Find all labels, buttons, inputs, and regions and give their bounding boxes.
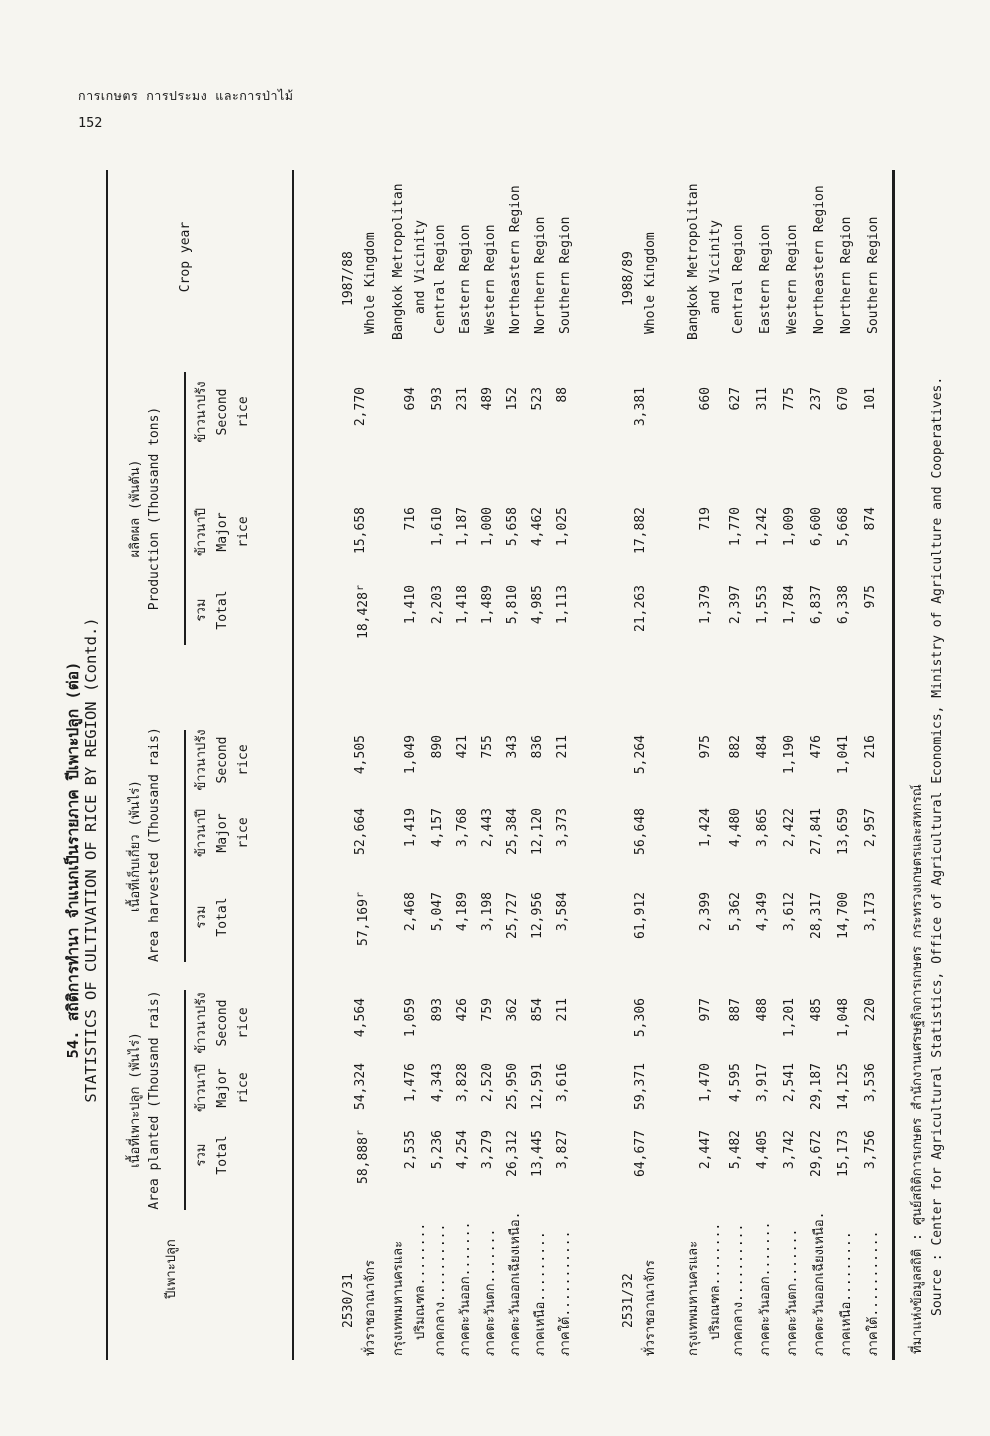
cell-value: 670	[836, 387, 851, 411]
row-label-en	[455, 168, 477, 340]
cell-value: 893	[430, 998, 445, 1022]
cell-value: 3,536	[863, 1063, 878, 1103]
cell-value: 14,125	[836, 1063, 851, 1110]
cell-value: 152	[505, 387, 520, 411]
cell-value: 2,203	[430, 585, 445, 625]
cell-value: 716	[403, 507, 418, 531]
cell-value: 2,397	[728, 585, 743, 625]
table-row	[388, 170, 432, 1360]
row-label-en-line: Northern Region	[533, 216, 548, 334]
cell-value: 476	[809, 735, 824, 759]
group-underline	[184, 730, 186, 962]
subcol-header-th: ข้าวนาปี	[194, 809, 209, 857]
group-header-th: เนื้อที่เพาะปลูก (พันไร่)	[128, 1032, 143, 1168]
cell-value: 5,306	[633, 998, 648, 1038]
cell-value: 28,317	[809, 892, 824, 939]
row-label-th-line: ภาคตะวันออกเฉียงเหนือ.	[508, 1211, 523, 1356]
row-label-en	[505, 168, 527, 340]
cell-value: 1,770	[728, 507, 743, 547]
row-label-en-line: Central Region	[433, 224, 448, 334]
row-label-th-line: กรุงเทพมหานครและ	[391, 1240, 406, 1356]
cell-value: 362	[505, 998, 520, 1022]
cell-value: 3,827	[555, 1130, 570, 1170]
cell-value: 3,612	[782, 892, 797, 932]
row-label-en	[728, 168, 750, 340]
cell-value: 975	[863, 585, 878, 609]
row-label-th-line: ปริมณฑล........	[413, 1222, 428, 1340]
cell-value: 59,371	[633, 1063, 648, 1110]
cell-value: 977	[698, 998, 713, 1022]
subcol-header-th: รวม	[194, 1143, 209, 1167]
cell-value: 5,668	[836, 507, 851, 547]
cell-value: 426	[455, 998, 470, 1022]
group-underline	[184, 372, 186, 645]
cell-value: 421	[455, 735, 470, 759]
table-row	[834, 170, 859, 1360]
cell-value: 1,201	[782, 998, 797, 1038]
row-label-th-line: ภาคใต้...........	[558, 1230, 573, 1356]
table-row	[807, 170, 832, 1360]
table-row	[553, 170, 578, 1360]
subcol-header-en: Major	[215, 1068, 230, 1108]
subcol-header-th: ข้าวนาปี	[194, 1064, 209, 1112]
cell-value: 759	[480, 998, 495, 1022]
cell-value: 3,756	[863, 1130, 878, 1170]
subcol-header-en: rice	[236, 396, 251, 428]
cell-value: 1,470	[698, 1063, 713, 1103]
cell-value: 3,584	[555, 892, 570, 932]
table-row	[478, 170, 503, 1360]
cell-value: 18,428$^r$	[355, 585, 371, 639]
cell-value: 4,462	[530, 507, 545, 547]
subcol-header-en: Total	[215, 897, 230, 937]
source-line-th: ที่มาแห่งข้อมูลสถิติ : ศูนย์สถิติการเกษตร สำนักงานเศรษฐกิจการเกษตร กระทรวงเกษตรและสหกรณ์	[910, 784, 925, 1354]
cell-value: 484	[755, 735, 770, 759]
row-label-en-line: Bangkok Metropolitan	[686, 183, 701, 340]
cell-value: 1,242	[755, 507, 770, 547]
crop-year-header: Crop year	[178, 221, 193, 293]
row-label-th-line: ภาคเหนือ.........	[839, 1231, 854, 1356]
cell-value: 2,520	[480, 1063, 495, 1103]
row-label-en-line: and Vicinity	[413, 220, 428, 314]
table-row	[861, 170, 886, 1360]
cell-value: 2,447	[698, 1130, 713, 1170]
subcol-header-en: Second	[215, 736, 230, 784]
row-label-th-line: ภาคใต้...........	[866, 1230, 881, 1356]
cell-value: 3,381	[633, 387, 648, 427]
group-underline	[184, 990, 186, 1210]
group-header-th: ผลิตผล (พันตัน)	[128, 459, 143, 558]
cell-value: 627	[728, 387, 743, 411]
cell-value: 882	[728, 735, 743, 759]
row-label-en	[530, 168, 552, 340]
cell-value: 3,917	[755, 1063, 770, 1103]
cell-value: 4,480	[728, 808, 743, 848]
subcol-header-en: rice	[236, 516, 251, 548]
cell-value: 2,422	[782, 808, 797, 848]
cell-value: 6,338	[836, 585, 851, 625]
cell-value: 1,049	[403, 735, 418, 775]
row-label-th-line: ภาคกลาง..........	[433, 1223, 448, 1356]
group-header-en: Area harvested (Thousand rais)	[147, 727, 162, 962]
table-row	[726, 170, 751, 1360]
cell-value: 61,912	[633, 892, 648, 939]
cell-value: 21,263	[633, 585, 648, 632]
cell-value: 3,279	[480, 1130, 495, 1170]
subcol-header-en: Total	[215, 590, 230, 630]
cell-value: 17,882	[633, 507, 648, 554]
cell-value: 58,888$^r$	[355, 1130, 371, 1184]
row-label-th-line: ทั่วราชอาณาจักร	[643, 1260, 658, 1356]
cell-value: 1,000	[480, 507, 495, 547]
cell-value: 4,349	[755, 892, 770, 932]
cell-value: 4,564	[353, 998, 368, 1038]
cell-value: 2,399	[698, 892, 713, 932]
rule-header-bottom	[292, 170, 294, 1360]
cell-value: 660	[698, 387, 713, 411]
row-label-en-line: Whole Kingdom	[363, 232, 378, 334]
cell-value: 3,173	[863, 892, 878, 932]
subcol-header-th: ข้าวนาปี	[194, 508, 209, 556]
cell-value: 14,700	[836, 892, 851, 939]
cell-value: 237	[809, 387, 824, 411]
cell-value: 88	[555, 387, 570, 403]
cell-value: 1,410	[403, 585, 418, 625]
cell-value: 890	[430, 735, 445, 759]
cell-value: 1,041	[836, 735, 851, 775]
cell-value: 719	[698, 507, 713, 531]
group-header-en: Area planted (Thousand rais)	[147, 990, 162, 1210]
row-label-th-line: ปริมณฑล........	[708, 1222, 723, 1340]
cell-value: 4,595	[728, 1063, 743, 1103]
row-label-en-line: Western Region	[785, 224, 800, 334]
cell-value: 52,664	[353, 808, 368, 855]
cell-value: 25,950	[505, 1063, 520, 1110]
cell-value: 26,312	[505, 1130, 520, 1177]
cell-value: 1,059	[403, 998, 418, 1038]
cell-value: 3,865	[755, 808, 770, 848]
cell-value: 2,443	[480, 808, 495, 848]
cell-value: 593	[430, 387, 445, 411]
cell-value: 27,841	[809, 808, 824, 855]
rule-top	[106, 170, 108, 1360]
cell-value: 1,379	[698, 585, 713, 625]
row-label-th-line: ภาคเหนือ.........	[533, 1231, 548, 1356]
row-label-th-line: ภาคตะวันตก.......	[483, 1228, 498, 1356]
cell-value: 1,553	[755, 585, 770, 625]
row-label-th-line: ภาคตะวันตก.......	[785, 1228, 800, 1356]
revision-mark: r	[355, 892, 366, 899]
cell-value: 5,047	[430, 892, 445, 932]
table-row	[528, 170, 553, 1360]
row-label-th-line: ทั่วราชอาณาจักร	[363, 1260, 378, 1356]
row-label-en-line: Bangkok Metropolitan	[391, 183, 406, 340]
subcol-header	[191, 477, 254, 587]
table-row	[683, 170, 727, 1360]
row-label-en	[683, 168, 727, 340]
row-label-th-line: 2530/31	[341, 1273, 356, 1328]
row-label-en-line: Western Region	[483, 224, 498, 334]
cell-value: 12,591	[530, 1063, 545, 1110]
cell-value: 29,187	[809, 1063, 824, 1110]
table-row	[618, 170, 666, 1360]
cell-value: 216	[863, 735, 878, 759]
cell-value: 231	[455, 387, 470, 411]
cell-value: 5,236	[430, 1130, 445, 1170]
cell-value: 2,468	[403, 892, 418, 932]
cell-value: 887	[728, 998, 743, 1022]
cell-value: 1,113	[555, 585, 570, 625]
cell-value: 4,189	[455, 892, 470, 932]
cell-value: 523	[530, 387, 545, 411]
cell-value: 1,025	[555, 507, 570, 547]
row-label-th-line: กรุงเทพมหานครและ	[686, 1240, 701, 1356]
cell-value: 4,254	[455, 1130, 470, 1170]
row-label-th-line: ภาคตะวันออก.......	[458, 1221, 473, 1356]
row-label-en	[338, 168, 382, 340]
cell-value: 5,482	[728, 1130, 743, 1170]
cell-value: 311	[755, 387, 770, 411]
cell-value: 5,362	[728, 892, 743, 932]
subcol-header-en: Second	[215, 388, 230, 436]
cell-value: 485	[809, 998, 824, 1022]
row-label-en	[388, 168, 432, 340]
cell-value: 5,658	[505, 507, 520, 547]
cell-value: 1,610	[430, 507, 445, 547]
row-label-en	[863, 168, 885, 340]
row-label-en-line: 1988/89	[621, 251, 636, 306]
subcol-header-th: รวม	[194, 598, 209, 622]
cell-value: 211	[555, 998, 570, 1022]
cell-value: 4,985	[530, 585, 545, 625]
cell-value: 29,672	[809, 1130, 824, 1177]
row-label-en-line: Northeastern Region	[508, 185, 523, 334]
row-label-en-line: Eastern Region	[758, 224, 773, 334]
cell-value: 5,810	[505, 585, 520, 625]
cell-value: 101	[863, 387, 878, 411]
subcol-header-th: รวม	[194, 905, 209, 929]
cell-value: 12,120	[530, 808, 545, 855]
cell-value: 54,324	[353, 1063, 368, 1110]
cell-value: 1,489	[480, 585, 495, 625]
cell-value: 489	[480, 387, 495, 411]
cell-value: 1,476	[403, 1063, 418, 1103]
table-row	[453, 170, 478, 1360]
cell-value: 1,190	[782, 735, 797, 775]
cell-value: 343	[505, 735, 520, 759]
cell-value: 5,264	[633, 735, 648, 775]
table-row	[753, 170, 778, 1360]
cell-value: 755	[480, 735, 495, 759]
cell-value: 775	[782, 387, 797, 411]
cell-value: 874	[863, 507, 878, 531]
cell-value: 2,957	[863, 808, 878, 848]
cell-value: 13,445	[530, 1130, 545, 1177]
table-row	[428, 170, 453, 1360]
stub-header-th: ปีเพาะปลูก	[164, 1239, 179, 1299]
subcol-header-en: Major	[215, 813, 230, 853]
cell-value: 1,418	[455, 585, 470, 625]
subcol-header-th: ข้าวนาปรัง	[194, 729, 209, 791]
cell-value: 854	[530, 998, 545, 1022]
cell-value: 3,742	[782, 1130, 797, 1170]
cell-value: 3,373	[555, 808, 570, 848]
table-title-th: 54. สถิติการทำนา จำแนกเป็นรายภาค ปีเพาะปลูก (ต่อ)	[64, 661, 82, 1059]
row-label-en-line: Northern Region	[839, 216, 854, 334]
group-header-th: เนื้อที่เก็บเกี่ยว (พันไร่)	[128, 780, 143, 912]
cell-value: 3,616	[555, 1063, 570, 1103]
cell-value: 975	[698, 735, 713, 759]
cell-value: 2,541	[782, 1063, 797, 1103]
table-row	[780, 170, 805, 1360]
cell-value: 64,677	[633, 1130, 648, 1177]
row-label-th-line: ภาคกลาง..........	[731, 1223, 746, 1356]
cell-value: 488	[755, 998, 770, 1022]
row-label-en-line: Eastern Region	[458, 224, 473, 334]
cell-value: 6,600	[809, 507, 824, 547]
row-label-en	[836, 168, 858, 340]
cell-value: 4,505	[353, 735, 368, 775]
subcol-header-en: rice	[236, 1007, 251, 1039]
page-number: 152	[78, 115, 103, 131]
revision-mark: r	[355, 1130, 366, 1137]
row-label-en	[618, 168, 662, 340]
cell-value: 694	[403, 387, 418, 411]
row-label-en-line: Northeastern Region	[812, 185, 827, 334]
row-label-th-line: ภาคตะวันออก.......	[758, 1221, 773, 1356]
row-label-en-line: Southern Region	[558, 216, 573, 334]
subcol-header	[191, 968, 254, 1078]
subcol-header	[191, 357, 254, 467]
cell-value: 15,173	[836, 1130, 851, 1177]
row-label-en	[755, 168, 777, 340]
row-label-en-line: Central Region	[731, 224, 746, 334]
group-header-en: Production (Thousand tons)	[147, 406, 162, 611]
revision-mark: r	[355, 585, 366, 592]
row-label-en	[480, 168, 502, 340]
cell-value: 15,658	[353, 507, 368, 554]
cell-value: 1,419	[403, 808, 418, 848]
row-label-th-line: 2531/32	[621, 1273, 636, 1328]
cell-value: 12,956	[530, 892, 545, 939]
cell-value: 4,405	[755, 1130, 770, 1170]
cell-value: 2,770	[353, 387, 368, 427]
subcol-header-en: rice	[236, 744, 251, 776]
row-label-en-line: Southern Region	[866, 216, 881, 334]
table-row	[503, 170, 528, 1360]
cell-value: 4,157	[430, 808, 445, 848]
rule-bottom	[892, 170, 895, 1360]
subcol-header-en: rice	[236, 1072, 251, 1104]
subcol-header-en: Second	[215, 999, 230, 1047]
subcol-header	[191, 705, 254, 815]
cell-value: 25,727	[505, 892, 520, 939]
cell-value: 1,187	[455, 507, 470, 547]
row-label-en-line: and Vicinity	[708, 220, 723, 314]
cell-value: 25,384	[505, 808, 520, 855]
cell-value: 13,659	[836, 808, 851, 855]
cell-value: 3,768	[455, 808, 470, 848]
table-title-en: STATISTICS OF CULTIVATION OF RICE BY REGION (Contd.)	[82, 617, 100, 1103]
cell-value: 3,198	[480, 892, 495, 932]
cell-value: 220	[863, 998, 878, 1022]
cell-value: 4,343	[430, 1063, 445, 1103]
cell-value: 57,169$^r$	[355, 892, 371, 946]
table-row	[338, 170, 386, 1360]
subcol-header-en: rice	[236, 817, 251, 849]
cell-value: 1,048	[836, 998, 851, 1038]
subcol-header-en: Total	[215, 1135, 230, 1175]
cell-value: 3,828	[455, 1063, 470, 1103]
row-label-th-line: ภาคตะวันออกเฉียงเหนือ.	[812, 1211, 827, 1356]
row-label-en-line: Whole Kingdom	[643, 232, 658, 334]
rotated-table	[60, 170, 970, 1360]
subcol-header-en: Major	[215, 512, 230, 552]
cell-value: 1,009	[782, 507, 797, 547]
cell-value: 2,535	[403, 1130, 418, 1170]
cell-value: 1,424	[698, 808, 713, 848]
cell-value: 836	[530, 735, 545, 759]
subcol-header-th: ข้าวนาปรัง	[194, 381, 209, 443]
row-label-en	[809, 168, 831, 340]
source-line-en: Source : Center for Agricultural Statistics, Office of Agricultural Economics, Ministry of Agriculture and Cooperatives.	[930, 376, 945, 1316]
row-label-en	[555, 168, 577, 340]
row-label-en-line: 1987/88	[341, 251, 356, 306]
page-header-line: การเกษตร การประมง และการป่าไม้	[78, 88, 294, 103]
cell-value: 211	[555, 735, 570, 759]
cell-value: 6,837	[809, 585, 824, 625]
cell-value: 56,648	[633, 808, 648, 855]
row-label-en	[430, 168, 452, 340]
row-label-en	[782, 168, 804, 340]
cell-value: 1,784	[782, 585, 797, 625]
subcol-header-th: ข้าวนาปรัง	[194, 992, 209, 1054]
